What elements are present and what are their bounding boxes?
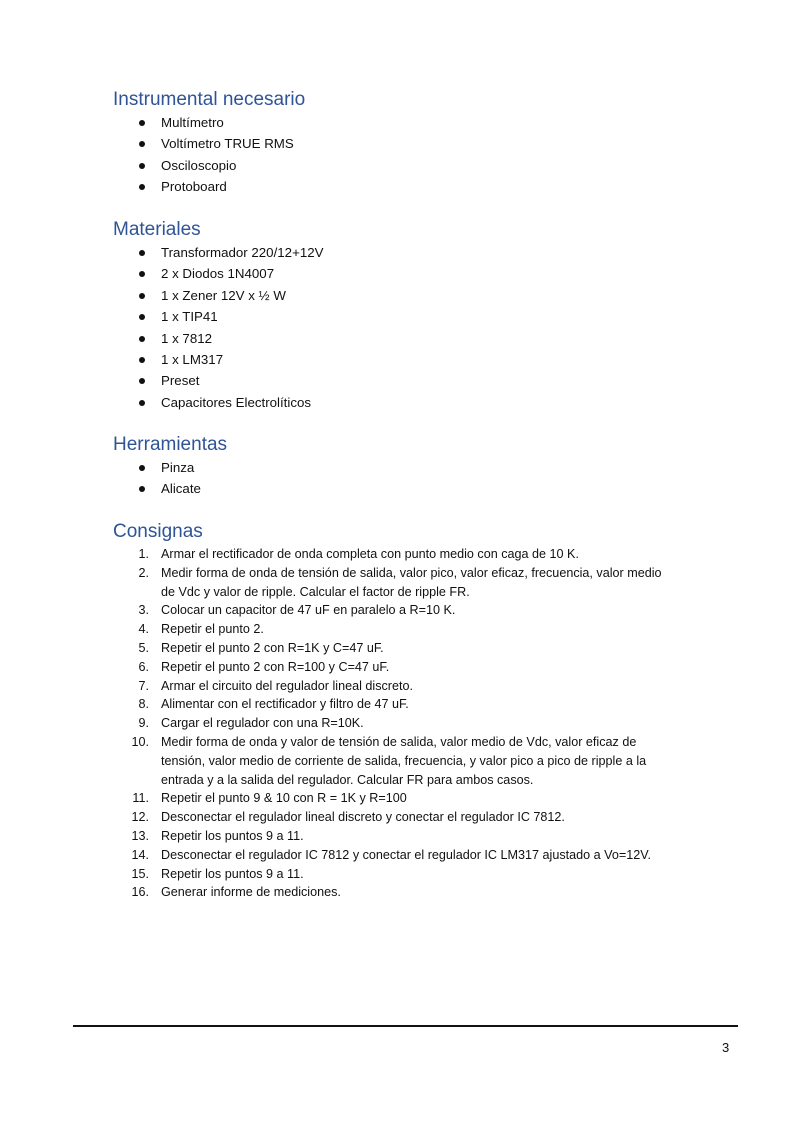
list-item bbox=[113, 306, 713, 327]
item-number: 8. bbox=[138, 697, 149, 712]
item-text: Repetir los puntos 9 a 11. bbox=[161, 828, 304, 843]
heading-materiales: Materiales bbox=[113, 219, 201, 240]
item-text: Armar el circuito del regulador lineal discreto. bbox=[161, 678, 413, 693]
numbered-item bbox=[113, 846, 713, 865]
item-text: Repetir el punto 2. bbox=[161, 622, 264, 637]
numbered-item bbox=[113, 865, 713, 884]
numbered-item bbox=[113, 695, 713, 714]
item-text: Repetir los puntos 9 a 11. bbox=[161, 866, 304, 881]
numbered-item bbox=[113, 658, 713, 677]
list-item bbox=[113, 285, 713, 306]
materiales-list bbox=[113, 242, 713, 413]
bullet-icon bbox=[139, 400, 145, 406]
item-number: 16. bbox=[131, 885, 149, 900]
list-item-text: Alicate bbox=[161, 481, 201, 497]
numbered-item bbox=[113, 620, 713, 639]
numbered-item bbox=[113, 564, 713, 602]
section-materiales bbox=[113, 218, 713, 413]
item-number: 2. bbox=[138, 565, 149, 580]
list-item-text: Pinza bbox=[161, 460, 195, 475]
item-number: 15. bbox=[131, 866, 149, 881]
list-item-text: Preset bbox=[161, 373, 200, 389]
item-number: 10. bbox=[131, 734, 149, 749]
item-number: 13. bbox=[131, 828, 149, 843]
list-item bbox=[113, 242, 713, 263]
item-text: Medir forma de onda y valor de tensión de salida, valor medio de Vdc, valor eficaz de tensión, valor medio de corriente de salida, frecuencia, y valor pico a pico de ripple a la entrada y a la salida del regulador. Calcular FR para ambos casos. bbox=[161, 734, 647, 787]
list-item bbox=[113, 176, 713, 197]
section-instrumental bbox=[113, 88, 713, 198]
footer-divider bbox=[73, 1025, 738, 1027]
bullet-icon bbox=[139, 293, 145, 299]
item-text: Cargar el regulador con una R=10K. bbox=[161, 716, 364, 731]
numbered-item bbox=[113, 733, 713, 789]
list-item-text: Capacitores Electrolíticos bbox=[161, 394, 312, 410]
bullet-icon bbox=[139, 184, 145, 190]
list-item-text: Multímetro bbox=[161, 115, 224, 130]
list-item bbox=[113, 133, 713, 154]
list-item-text: Protoboard bbox=[161, 179, 227, 195]
list-item bbox=[113, 370, 713, 391]
bullet-icon bbox=[139, 314, 145, 320]
list-item bbox=[113, 112, 713, 133]
item-number: 7. bbox=[138, 678, 149, 693]
bullet-icon bbox=[139, 163, 145, 169]
item-text: Medir forma de onda de tensión de salida, valor pico, valor eficaz, frecuencia, valor medio de Vdc y valor de ripple. Calcular el factor de ripple FR. bbox=[161, 565, 662, 599]
heading-consignas: Consignas bbox=[113, 521, 203, 542]
page-number: 3 bbox=[722, 1040, 730, 1055]
list-item-text: 1 x 7812 bbox=[161, 330, 213, 346]
numbered-item bbox=[113, 827, 713, 846]
section-herramientas bbox=[113, 433, 713, 500]
bullet-icon bbox=[139, 141, 145, 147]
list-item bbox=[113, 263, 713, 284]
numbered-item bbox=[113, 714, 713, 733]
item-text: Armar el rectificador de onda completa con punto medio con caga de 10 K. bbox=[161, 547, 579, 561]
herramientas-list bbox=[113, 457, 713, 500]
list-item-text: 2 x Diodos 1N4007 bbox=[161, 266, 275, 282]
numbered-item bbox=[113, 601, 713, 620]
bullet-icon bbox=[139, 486, 145, 492]
heading-instrumental: Instrumental necesario bbox=[113, 89, 306, 110]
item-number: 6. bbox=[138, 659, 149, 674]
item-text: Repetir el punto 2 con R=1K y C=47 uF. bbox=[161, 640, 384, 655]
item-number: 12. bbox=[131, 810, 149, 825]
instrumental-list bbox=[113, 112, 713, 198]
section-consignas bbox=[113, 520, 713, 902]
list-item bbox=[113, 478, 713, 499]
item-number: 14. bbox=[131, 847, 149, 862]
bullet-icon bbox=[139, 357, 145, 363]
list-item bbox=[113, 392, 713, 413]
bullet-icon bbox=[139, 271, 145, 277]
item-text: Desconectar el regulador lineal discreto y conectar el regulador IC 7812. bbox=[161, 810, 565, 825]
numbered-item bbox=[113, 789, 713, 808]
list-item bbox=[113, 457, 713, 478]
bullet-icon bbox=[139, 465, 145, 471]
list-item-text: 1 x TIP41 bbox=[161, 309, 218, 325]
list-item bbox=[113, 328, 713, 349]
item-text: Repetir el punto 9 & 10 con R = 1K y R=100 bbox=[161, 791, 407, 806]
item-text: Colocar un capacitor de 47 uF en paralelo a R=10 K. bbox=[161, 603, 456, 618]
numbered-item bbox=[113, 883, 713, 902]
list-item-text: Voltímetro TRUE RMS bbox=[161, 136, 294, 152]
item-number: 3. bbox=[138, 603, 149, 618]
numbered-item bbox=[113, 639, 713, 658]
bullet-icon bbox=[139, 378, 145, 384]
bullet-icon bbox=[139, 336, 145, 342]
numbered-item bbox=[113, 545, 713, 564]
consignas-list bbox=[113, 545, 713, 902]
bullet-icon bbox=[139, 250, 145, 256]
item-text: Alimentar con el rectificador y filtro de 47 uF. bbox=[161, 697, 409, 712]
list-item bbox=[113, 349, 713, 370]
item-number: 4. bbox=[138, 622, 149, 637]
item-number: 9. bbox=[138, 716, 149, 731]
list-item-text: Osciloscopio bbox=[161, 157, 237, 173]
list-item bbox=[113, 155, 713, 176]
item-text: Repetir el punto 2 con R=100 y C=47 uF. bbox=[161, 659, 390, 674]
heading-herramientas: Herramientas bbox=[113, 434, 228, 455]
list-item-text: 1 x Zener 12V x ½ W bbox=[161, 287, 286, 303]
list-item-text: Transformador 220/12+12V bbox=[161, 245, 324, 260]
bullet-icon bbox=[139, 120, 145, 126]
item-number: 1. bbox=[138, 547, 149, 561]
item-text: Generar informe de mediciones. bbox=[161, 885, 341, 900]
item-number: 5. bbox=[138, 640, 149, 655]
list-item-text: 1 x LM317 bbox=[161, 351, 224, 367]
item-number: 11. bbox=[132, 791, 149, 806]
numbered-item bbox=[113, 677, 713, 696]
numbered-item bbox=[113, 808, 713, 827]
item-text: Desconectar el regulador IC 7812 y conectar el regulador IC LM317 ajustado a Vo=12V. bbox=[161, 847, 651, 862]
